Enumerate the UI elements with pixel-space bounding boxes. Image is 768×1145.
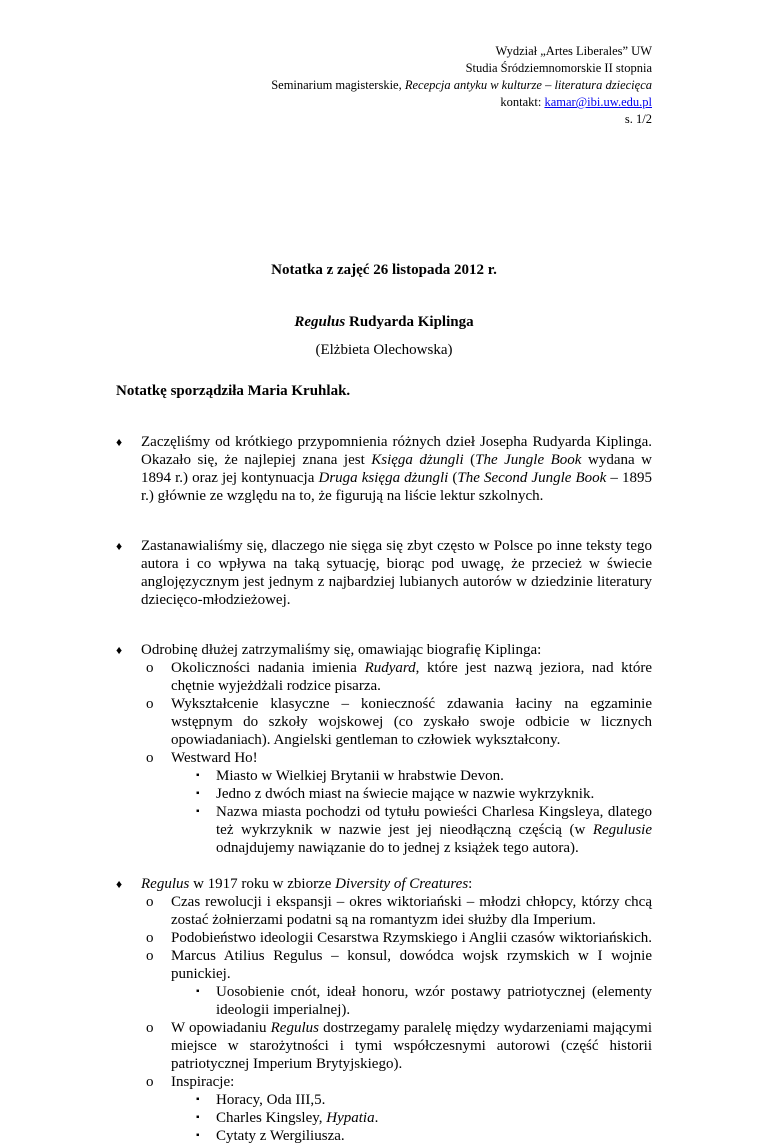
sub-item — [116, 893, 652, 929]
square-bullet-icon: ▪ — [196, 806, 200, 817]
text-run: Nazwa miasta pochodzi od tytułu powieści Charlesa Kingsleya, dlatego też wykrzyknik w nazwie jest jej nieodłączną częścią (w — [216, 804, 652, 838]
circle-bullet-icon: o — [146, 696, 154, 712]
subtitle-author: Rudyarda Kiplinga — [345, 314, 474, 330]
subtitle-work: Regulus — [294, 314, 346, 330]
sub-item — [116, 695, 652, 749]
text-run: Podobieństwo ideologii Cesarstwa Rzymskiego i Anglii czasów wiktoriańskich. — [171, 930, 652, 946]
sub-sub-item — [116, 767, 652, 785]
text-run: Czas rewolucji i ekspansji – okres wiktoriański – młodzi chłopcy, którzy chcą zostać żołnierzami podatni są na romantyzm idei służby dla Imperium. — [171, 894, 652, 928]
circle-bullet-icon: o — [146, 894, 154, 910]
sub-sub-item — [116, 803, 652, 857]
contact-label: kontakt: — [500, 95, 545, 109]
diamond-bullet-icon: ♦ — [116, 539, 123, 553]
italic-title: Druga księga dżungli — [318, 470, 449, 486]
text-run: ( — [448, 470, 458, 486]
italic-title: The Second Jungle Book — [457, 470, 607, 486]
text-run: Zaczęliśmy od krótkiego przypomnienia różnych dzieł Josepha Rudyarda Kiplinga. Okazało się, że najlepiej znana jest — [141, 434, 652, 468]
text-run: wydana w 1894 r.) oraz jej kontynuacja — [141, 452, 652, 486]
text-run: dostrzegamy paralelę między wydarzeniami mającymi miejsce w starożytności i tymi współczesnymi autorowi (część historii patriotycznej Imperium Brytyjskiego). — [171, 1020, 652, 1072]
seminar-line — [271, 77, 652, 94]
text-run: Miasto w Wielkiej Brytanii w hrabstwie Devon. — [216, 768, 504, 784]
sub-item — [116, 929, 652, 947]
italic-title: Regulus — [141, 876, 190, 892]
text-run: Charles Kingsley, — [216, 1110, 327, 1126]
text-run: w 1917 roku w zbiorze — [189, 876, 336, 892]
diamond-bullet-icon: ♦ — [116, 877, 123, 891]
text-run: W opowiadaniu — [171, 1020, 271, 1036]
text-run: Uosobienie cnót, ideał honoru, wzór postawy patriotycznej (elementy ideologii imperialnej). — [216, 984, 652, 1018]
studies-line: Studia Śródziemnomorskie II stopnia — [465, 61, 652, 75]
contact-line — [271, 94, 652, 111]
sub-item — [116, 947, 652, 983]
square-bullet-icon: ▪ — [196, 986, 200, 997]
page-title: Notatka z zajęć 26 listopada 2012 r. — [271, 262, 497, 278]
seminar-prefix: Seminarium magisterskie, — [271, 78, 405, 92]
italic-title: Diversity of Creatures — [335, 876, 469, 892]
circle-bullet-icon: o — [146, 750, 154, 766]
text-run: Okoliczności nadania imienia — [171, 660, 365, 676]
circle-bullet-icon: o — [146, 660, 154, 676]
text-run: Westward Ho! — [171, 750, 258, 766]
square-bullet-icon: ▪ — [196, 1130, 200, 1141]
italic-title: The Jungle Book — [475, 452, 582, 468]
bullet-lead: Odrobinę dłużej zatrzymaliśmy się, omawiając biografię Kiplinga: — [141, 642, 542, 658]
sub-sub-item — [116, 983, 652, 1019]
text-run: , które jest nazwą jeziora, nad które chętnie wyjeżdżali rodzice pisarza. — [171, 660, 652, 694]
square-bullet-icon: ▪ — [196, 770, 200, 781]
italic-title: Hypatia — [326, 1110, 375, 1126]
sub-sub-item — [116, 785, 652, 803]
sub-sub-item — [116, 1091, 652, 1109]
document-header — [271, 43, 652, 128]
sub-sub-item — [116, 1127, 652, 1145]
circle-bullet-icon: o — [146, 1020, 154, 1036]
circle-bullet-icon: o — [146, 948, 154, 964]
text-run: Horacy, Oda III,5. — [216, 1092, 326, 1108]
text-run: Marcus Atilius Regulus – konsul, dowódca wojsk rzymskich w I wojnie punickiej. — [171, 948, 652, 982]
sub-sub-item — [116, 1109, 652, 1127]
bullet-text — [141, 433, 652, 505]
bullet-lead — [141, 875, 652, 893]
email-link[interactable]: kamar@ibi.uw.edu.pl — [544, 95, 652, 109]
circle-bullet-icon: o — [146, 1074, 154, 1090]
italic-title: Regulusie — [592, 822, 652, 838]
circle-bullet-icon: o — [146, 930, 154, 946]
text-run: : — [468, 876, 473, 892]
text-run: – 1895 r.) głównie ze względu na to, że figurują na liście lektur szkolnych. — [141, 470, 652, 504]
bullet-item-3 — [116, 641, 652, 857]
text-run: Jedno z dwóch miast na świecie mające w nazwie wykrzyknik. — [216, 786, 595, 802]
sub-item — [116, 749, 652, 767]
text-run: Cytaty z Wergiliusza. — [216, 1128, 345, 1144]
seminar-title: Recepcja antyku w kulturze – literatura dziecięca — [404, 78, 652, 92]
diamond-bullet-icon: ♦ — [116, 435, 123, 449]
text-run: odnajdujemy nawiązanie do to jednej z książek tego autora). — [216, 840, 579, 856]
text-run: . — [374, 1110, 379, 1126]
italic-title: Księga dżungli — [371, 452, 464, 468]
sub-item — [116, 659, 652, 695]
lecturer: (Elżbieta Olechowska) — [315, 342, 453, 358]
bullet-item-2 — [116, 537, 652, 609]
square-bullet-icon: ▪ — [196, 788, 200, 799]
bullet-item-1 — [116, 433, 652, 505]
note-author: Notatkę sporządziła Maria Kruhlak. — [116, 383, 351, 399]
text-run: Inspiracje: — [171, 1074, 235, 1090]
faculty-line: Wydział „Artes Liberales” UW — [495, 44, 652, 58]
italic-title: Regulus — [270, 1020, 319, 1036]
text-run: Wykształcenie klasyczne – konieczność zdawania łaciny na egzaminie wstępnym do szkoły wojskowej (co zyskało swoje odbicie w licznych opowiadaniach). Angielski gentleman to człowiek wykształcony. — [171, 696, 652, 748]
bullet-item-4 — [116, 875, 652, 1145]
diamond-bullet-icon: ♦ — [116, 643, 123, 657]
subtitle — [0, 313, 768, 331]
text-run: ( — [463, 452, 476, 468]
page-number: s. 1/2 — [624, 112, 652, 126]
square-bullet-icon: ▪ — [196, 1094, 200, 1105]
bullet-text: Zastanawialiśmy się, dlaczego nie sięga się zbyt często w Polsce po inne teksty tego autora i co wpływa na taką sytuację, biorąc pod uwagę, że przecież w świecie anglojęzycznym jest jednym z najbardziej lubianych autorów w dziedzinie literatury dziecięco-młodzieżowej. — [141, 538, 652, 608]
sub-item — [116, 1019, 652, 1073]
sub-item — [116, 1073, 652, 1091]
square-bullet-icon: ▪ — [196, 1112, 200, 1123]
italic-term: Rudyard — [364, 660, 416, 676]
